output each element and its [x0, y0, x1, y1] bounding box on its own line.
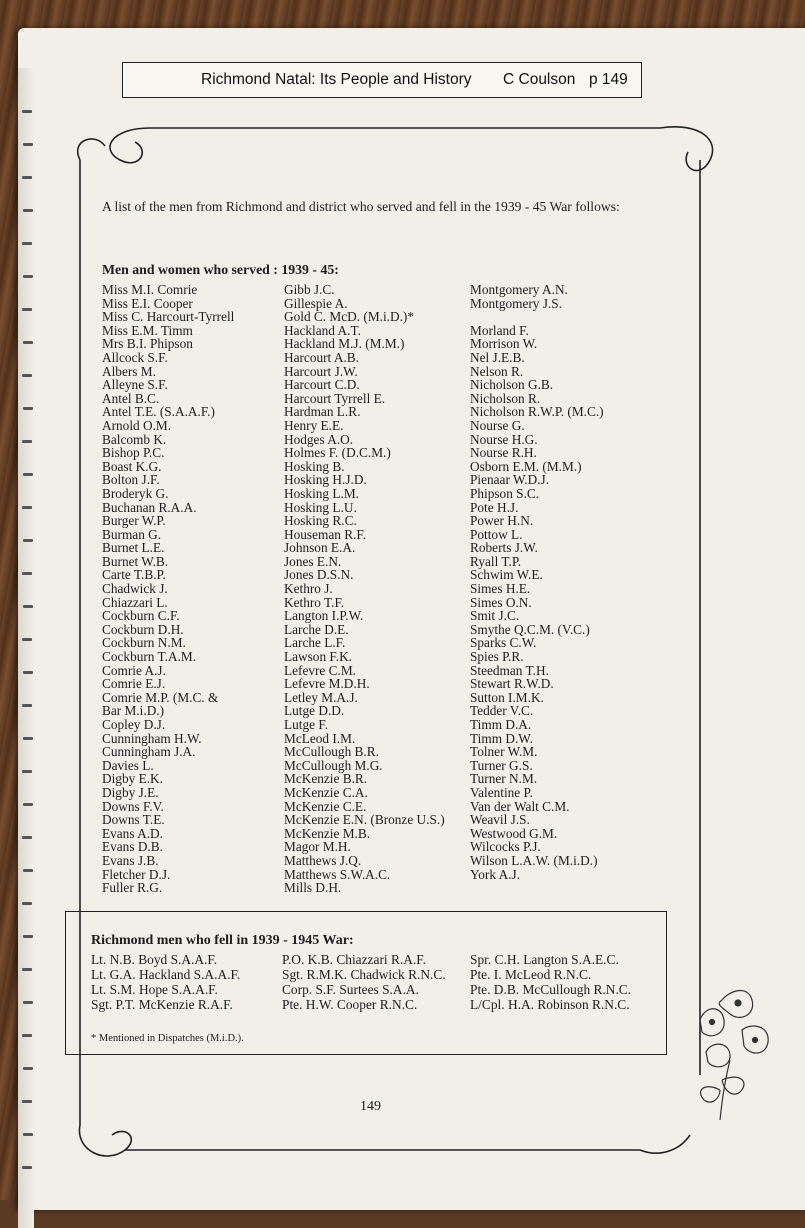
name-entry: Hosking L.M.: [284, 485, 359, 501]
name-entry: Stewart R.W.D.: [470, 676, 554, 692]
name-entry: Lefevre M.D.H.: [284, 676, 370, 692]
binding-ring: [22, 902, 32, 905]
name-entry: Harcourt Tyrrell E.: [284, 390, 386, 406]
name-entry: Van der Walt C.M.: [470, 798, 570, 814]
name-entry: Chadwick J.: [102, 581, 168, 597]
served-column-1: [102, 283, 234, 895]
name-entry: L/Cpl. H.A. Robinson R.N.C.: [470, 997, 630, 1012]
name-entry: McKenzie C.A.: [284, 784, 368, 800]
binding-ring: [22, 968, 32, 971]
name-entry: Fuller R.G.: [102, 880, 163, 896]
name-entry: Miss C. Harcourt-Tyrrell: [102, 309, 235, 325]
binding-ring: [23, 275, 33, 278]
binding-ring: [23, 737, 33, 740]
name-entry: McKenzie B.R.: [284, 771, 368, 787]
name-entry: Osborn E.M. (M.M.): [470, 458, 582, 474]
binding-ring: [23, 407, 33, 410]
name-entry: McCullough M.G.: [284, 757, 383, 773]
name-entry: Steedman T.H.: [470, 662, 549, 678]
name-entry: Carte T.B.P.: [102, 567, 166, 583]
binding-ring: [23, 1133, 33, 1136]
name-entry: Larche D.E.: [284, 621, 349, 637]
name-entry: Burger W.P.: [102, 513, 166, 529]
name-entry: Comrie M.P. (M.C. &: [102, 689, 219, 705]
name-entry: Pottow L.: [470, 526, 523, 542]
author-name: C Coulson: [503, 71, 576, 88]
name-entry: Pte. D.B. McCullough R.N.C.: [470, 982, 632, 997]
name-entry: Harcourt J.W.: [284, 363, 358, 379]
page-number: 149: [360, 1099, 381, 1114]
name-entry: Lawson F.K.: [284, 649, 353, 665]
name-entry: Burnet L.E.: [102, 540, 165, 556]
name-entry: Davies L.: [102, 757, 154, 773]
name-entry: Wilcocks P.J.: [470, 839, 541, 855]
binding-ring: [23, 1067, 33, 1070]
name-entry: Alleyne S.F.: [102, 377, 168, 393]
name-entry: Bishop P.C.: [102, 445, 165, 461]
name-entry: Tedder V.C.: [470, 703, 534, 719]
name-entry: Hardman L.R.: [284, 404, 361, 420]
binding-ring: [22, 1100, 32, 1103]
name-entry: Gibb J.C.: [284, 282, 335, 297]
intro-paragraph: A list of the men from Richmond and district who served and fell in the 1939 - 45 War follows:: [102, 199, 620, 214]
name-entry: Pte. I. McLeod R.N.C.: [470, 967, 592, 982]
name-entry: Gillespie A.: [284, 295, 348, 311]
name-entry: Nicholson R.W.P. (M.C.): [470, 404, 604, 420]
name-entry: Timm D.W.: [470, 730, 533, 746]
name-entry: Wilson L.A.W. (M.i.D.): [470, 852, 598, 868]
name-entry: Mrs B.I. Phipson: [102, 336, 193, 352]
name-entry: Turner G.S.: [470, 757, 533, 773]
name-entry: Gold C. McD. (M.i.D.)*: [284, 309, 415, 325]
name-entry: Nicholson G.B.: [470, 377, 554, 393]
page-header: [122, 62, 642, 98]
name-entry: Roberts J.W.: [470, 540, 538, 556]
name-entry: Cunningham H.W.: [102, 730, 202, 746]
name-entry: Hackland A.T.: [284, 322, 361, 338]
name-entry: Digby E.K.: [102, 771, 163, 787]
name-entry: Sutton I.M.K.: [470, 689, 544, 705]
name-entry: Cockburn N.M.: [102, 635, 186, 651]
name-entry: Power H.N.: [470, 513, 534, 529]
fell-heading: Richmond men who fell in 1939 - 1945 War:: [91, 933, 354, 948]
name-entry: Cockburn C.F.: [102, 608, 180, 624]
binding-ring: [23, 935, 33, 938]
name-entry: Cockburn T.A.M.: [102, 649, 197, 665]
name-entry: Mills D.H.: [284, 880, 342, 896]
name-entry: Corp. S.F. Surtees S.A.A.: [282, 982, 419, 997]
fell-column-1: [91, 952, 240, 1012]
name-entry: Johnson E.A.: [284, 540, 356, 556]
binding-ring: [23, 671, 33, 674]
footnote: * Mentioned in Dispatches (M.i.D.).: [91, 1033, 244, 1044]
name-entry: Holmes F. (D.C.M.): [284, 445, 391, 461]
name-entry: Simes O.N.: [470, 594, 532, 610]
name-entry: McKenzie M.B.: [284, 825, 371, 841]
binding-ring: [22, 374, 32, 377]
binding-ring: [23, 803, 33, 806]
name-entry: Spies P.R.: [470, 649, 524, 665]
binding-ring: [23, 869, 33, 872]
name-entry: Lutge D.D.: [284, 703, 345, 719]
binding-ring: [22, 1034, 32, 1037]
name-entry: Kethro T.F.: [284, 594, 345, 610]
name-entry: Nourse H.G.: [470, 431, 538, 447]
name-entry: Westwood G.M.: [470, 825, 558, 841]
binding-ring: [23, 209, 33, 212]
name-entry: Smythe Q.C.M. (V.C.): [470, 621, 590, 637]
name-entry: Hodges A.O.: [284, 431, 354, 447]
name-entry: McLeod I.M.: [284, 730, 356, 746]
name-entry: Lt. S.M. Hope S.A.A.F.: [91, 982, 218, 997]
name-entry: Copley D.J.: [102, 717, 166, 732]
binding-ring: [22, 176, 32, 179]
name-entry: McKenzie E.N. (Bronze U.S.): [284, 812, 445, 828]
name-entry: Bar M.i.D.): [102, 703, 165, 719]
binding-ring: [22, 506, 32, 509]
name-entry: Digby J.E.: [102, 784, 159, 800]
binding-ring: [22, 638, 32, 641]
binding-ring: [23, 539, 33, 542]
binding-ring: [22, 770, 32, 773]
name-entry: Lt. N.B. Boyd S.A.A.F.: [91, 952, 218, 967]
name-entry: Letley M.A.J.: [284, 689, 358, 705]
binding-ring: [23, 1001, 33, 1004]
name-entry: McKenzie C.E.: [284, 798, 367, 814]
name-entry: McCullough B.R.: [284, 744, 379, 760]
name-entry: Pote H.J.: [470, 499, 519, 515]
name-entry: Jones E.N.: [284, 553, 342, 569]
name-entry: Houseman R.F.: [284, 526, 367, 542]
binding-ring: [23, 143, 33, 146]
name-entry: Matthews J.Q.: [284, 852, 362, 868]
name-entry: Weavil J.S.: [470, 812, 530, 828]
name-entry: Morrison W.: [470, 336, 538, 352]
name-entry: Turner N.M.: [470, 771, 538, 787]
name-entry: Fletcher D.J.: [102, 866, 171, 882]
name-entry: Valentine P.: [470, 784, 533, 800]
binding-ring: [22, 836, 32, 839]
name-entry: Sgt. P.T. McKenzie R.A.F.: [91, 997, 233, 1012]
name-entry: Burman G.: [102, 526, 162, 542]
name-entry: Montgomery J.S.: [470, 295, 562, 311]
name-entry: Downs F.V.: [102, 798, 164, 814]
name-entry: Lefevre C.M.: [284, 662, 356, 678]
name-entry: Pte. H.W. Cooper R.N.C.: [282, 997, 418, 1012]
name-entry: Comrie E.J.: [102, 676, 166, 692]
name-entry: Spr. C.H. Langton S.A.E.C.: [470, 952, 619, 967]
name-entry: Smit J.C.: [470, 608, 520, 624]
name-entry: Lutge F.: [284, 717, 328, 732]
name-entry: Cockburn D.H.: [102, 621, 184, 637]
name-entry: Magor M.H.: [284, 839, 351, 855]
binding-ring: [23, 473, 33, 476]
name-entry: Allcock S.F.: [102, 349, 168, 365]
name-entry: Harcourt A.B.: [284, 349, 359, 365]
name-entry: Cunningham J.A.: [102, 744, 196, 760]
name-entry: Evans J.B.: [102, 852, 159, 868]
name-entry: Miss E.I. Cooper: [102, 295, 193, 311]
name-entry: Sparks C.W.: [470, 635, 537, 651]
name-entry: Nourse R.H.: [470, 445, 537, 461]
name-entry: Schwim W.E.: [470, 567, 543, 583]
name-entry: Morland F.: [470, 322, 529, 338]
name-entry: Tolner W.M.: [470, 744, 538, 760]
binding-ring: [22, 704, 32, 707]
name-entry: York A.J.: [470, 866, 521, 882]
name-entry: Ryall T.P.: [470, 553, 522, 569]
name-entry: P.O. K.B. Chiazzari R.A.F.: [282, 952, 426, 967]
name-entry: Timm D.A.: [470, 717, 532, 732]
name-entry: Hosking H.J.D.: [284, 472, 367, 488]
binding-ring: [22, 1166, 32, 1169]
served-heading: Men and women who served : 1939 - 45:: [102, 262, 339, 277]
name-entry: Comrie A.J.: [102, 662, 166, 678]
fell-column-2: [282, 952, 446, 1012]
name-entry: Boast K.G.: [102, 458, 162, 474]
binding-ring: [23, 605, 33, 608]
name-entry: [470, 310, 604, 324]
name-entry: Phipson S.C.: [470, 485, 540, 501]
name-entry: Sgt. R.M.K. Chadwick R.N.C.: [282, 967, 446, 982]
name-entry: Albers M.: [102, 363, 156, 379]
name-entry: Matthews S.W.A.C.: [284, 866, 391, 882]
page-reference: p 149: [589, 71, 628, 88]
name-entry: Hosking R.C.: [284, 513, 357, 529]
binding-ring: [22, 308, 32, 311]
binding-ring: [22, 572, 32, 575]
served-column-3: [470, 283, 604, 881]
name-entry: Chiazzari L.: [102, 594, 168, 610]
name-entry: Lt. G.A. Hackland S.A.A.F.: [91, 967, 241, 982]
name-entry: Balcomb K.: [102, 431, 167, 447]
name-entry: Nourse G.: [470, 417, 525, 433]
name-entry: Nicholson R.: [470, 390, 541, 406]
binding-ring: [22, 110, 32, 113]
name-entry: Evans D.B.: [102, 839, 163, 855]
name-entry: Kethro J.: [284, 581, 333, 597]
name-entry: Hosking L.U.: [284, 499, 357, 515]
name-entry: Evans A.D.: [102, 825, 163, 841]
name-entry: Jones D.S.N.: [284, 567, 354, 583]
name-entry: Pienaar W.D.J.: [470, 472, 550, 488]
name-entry: Miss E.M. Timm: [102, 322, 193, 338]
name-entry: Larche L.F.: [284, 635, 346, 651]
fell-column-3: [470, 952, 631, 1012]
name-entry: Simes H.E.: [470, 581, 531, 597]
name-entry: Hosking B.: [284, 458, 345, 474]
name-entry: Bolton J.F.: [102, 472, 160, 488]
name-entry: Langton I.P.W.: [284, 608, 364, 624]
name-entry: Harcourt C.D.: [284, 377, 360, 393]
name-entry: Montgomery A.N.: [470, 282, 568, 297]
name-entry: Buchanan R.A.A.: [102, 499, 197, 515]
book-title: Richmond Natal: Its People and History: [201, 71, 472, 88]
name-entry: Downs T.E.: [102, 812, 165, 828]
name-entry: Antel T.E. (S.A.A.F.): [102, 404, 215, 420]
served-column-2: [284, 283, 445, 895]
name-entry: Nel J.E.B.: [470, 349, 525, 365]
binding-ring: [23, 341, 33, 344]
name-entry: Hackland M.J. (M.M.): [284, 336, 405, 352]
name-entry: Antel B.C.: [102, 390, 160, 406]
name-entry: Burnet W.B.: [102, 553, 169, 569]
name-entry: Nelson R.: [470, 363, 524, 379]
name-entry: Miss M.I. Comrie: [102, 282, 198, 297]
binding-ring: [22, 440, 32, 443]
name-entry: Broderyk G.: [102, 485, 169, 501]
name-entry: Arnold O.M.: [102, 417, 172, 433]
binding-ring: [22, 242, 32, 245]
name-entry: Henry E.E.: [284, 417, 344, 433]
